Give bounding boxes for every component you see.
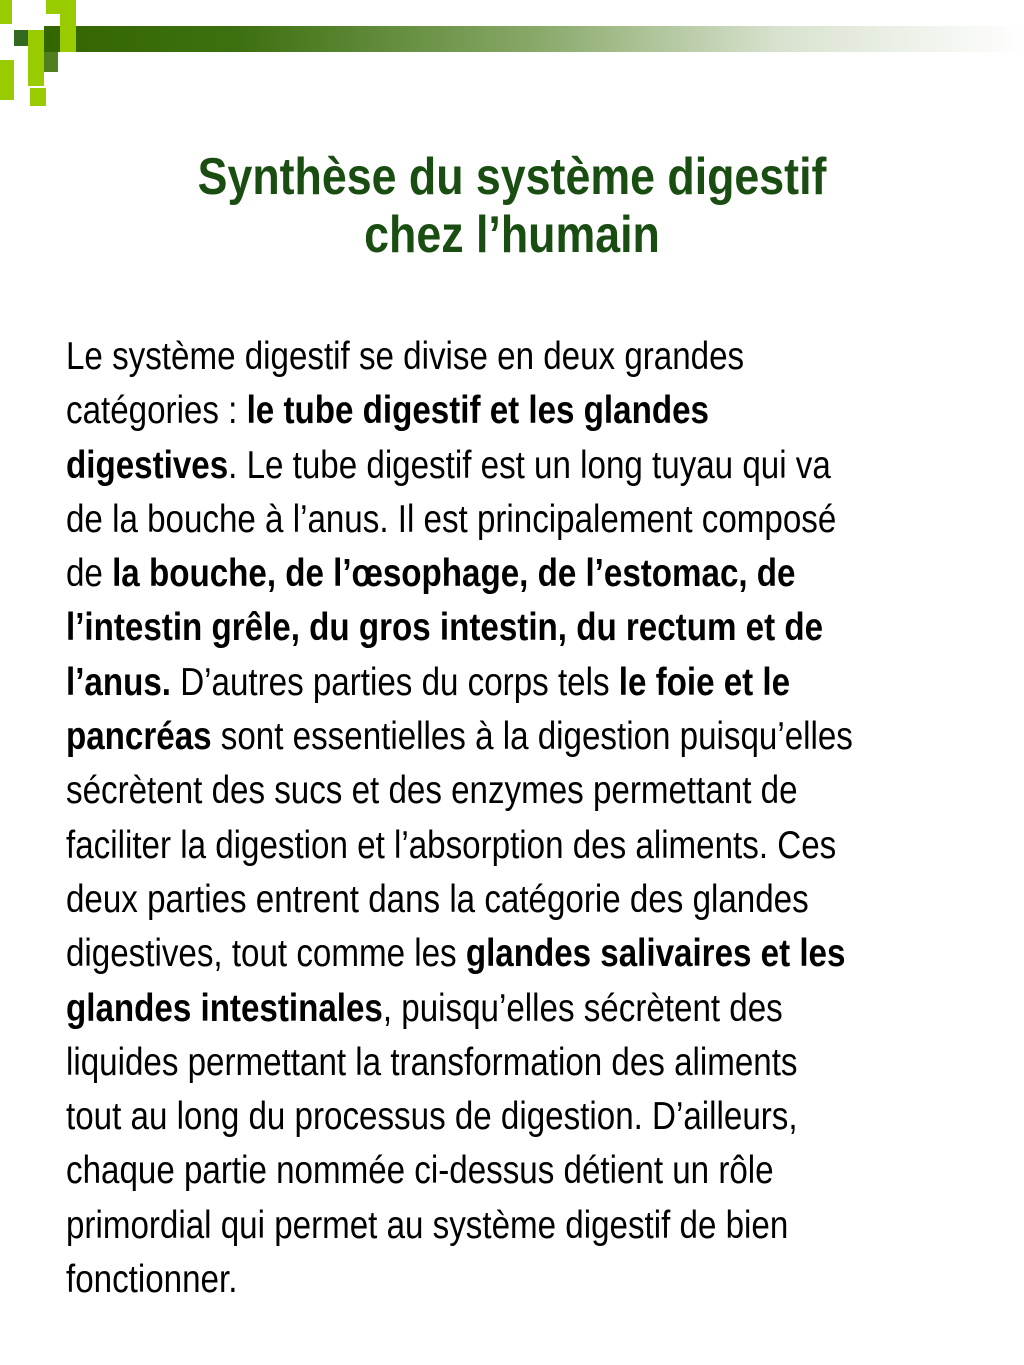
bold-text-segment: la bouche, de l’œsophage, de l’estomac, de [112,552,796,596]
text-segment: chaque partie nommée ci-dessus détient un rôle [66,1149,774,1193]
deco-square [28,30,44,86]
deco-square [46,0,60,14]
slide-title-line-1: Synthèse du système digestif [197,148,827,206]
deco-square [0,0,12,24]
deco-square [0,60,14,100]
text-segment: faciliter la digestion et l’absorption des aliments. Ces [66,823,837,867]
body-line [66,601,950,655]
text-segment: D’autres parties du corps tels [171,660,619,704]
header-gradient-bar [44,26,1024,52]
bold-text-segment: l’anus. [66,660,172,704]
body-line [66,547,950,601]
text-segment: de la bouche à l’anus. Il est principalement composé [66,497,837,541]
bold-text-segment: le foie et le [618,660,791,704]
deco-square [44,52,58,72]
text-segment: tout au long du processus de digestion. D’ailleurs, [66,1095,798,1139]
bold-text-segment: glandes intestinales [66,986,383,1030]
text-segment: . Le tube digestif est un long tuyau qui va [228,443,831,487]
text-segment: de [66,552,113,596]
bold-text-segment: pancréas [66,715,212,759]
text-segment: fonctionner. [66,1258,238,1302]
body-line [66,1253,950,1307]
text-segment: primordial qui permet au système digestif de bien [66,1203,789,1247]
deco-square [60,0,76,52]
body-line [66,439,950,493]
slide-body-text [66,330,950,1307]
bold-text-segment: l’intestin grêle, du gros intestin, du rectum et de [66,606,824,650]
bold-text-segment: glandes salivaires et les [465,932,846,976]
slide-title [106,148,918,264]
text-segment: sécrètent des sucs et des enzymes permettant de [66,769,798,813]
body-line [66,330,950,384]
bold-text-segment: digestives [66,443,229,487]
body-line [66,1090,950,1144]
text-segment: deux parties entrent dans la catégorie des glandes [66,877,809,921]
body-line [66,493,950,547]
text-segment: catégories : [66,389,247,433]
deco-square [14,30,28,46]
text-segment: , puisqu’elles sécrètent des [382,986,783,1030]
body-line [66,1144,950,1198]
body-line [66,764,950,818]
body-line [66,982,950,1036]
body-line [66,873,950,927]
body-line [66,819,950,873]
text-segment: liquides permettant la transformation des aliments [66,1040,798,1084]
text-segment: digestives, tout comme les [66,932,466,976]
decorative-header [0,0,1024,110]
body-line [66,1199,950,1253]
body-line [66,656,950,710]
body-line [66,384,950,438]
text-segment: sont essentielles à la digestion puisqu’elles [211,715,853,759]
body-line [66,1036,950,1090]
bold-text-segment: le tube digestif et les glandes [246,389,709,433]
text-segment: Le système digestif se divise en deux grandes [66,335,745,378]
deco-square [30,88,46,106]
body-line [66,927,950,981]
slide-title-line-2: chez l’humain [364,206,660,264]
body-line [66,710,950,764]
